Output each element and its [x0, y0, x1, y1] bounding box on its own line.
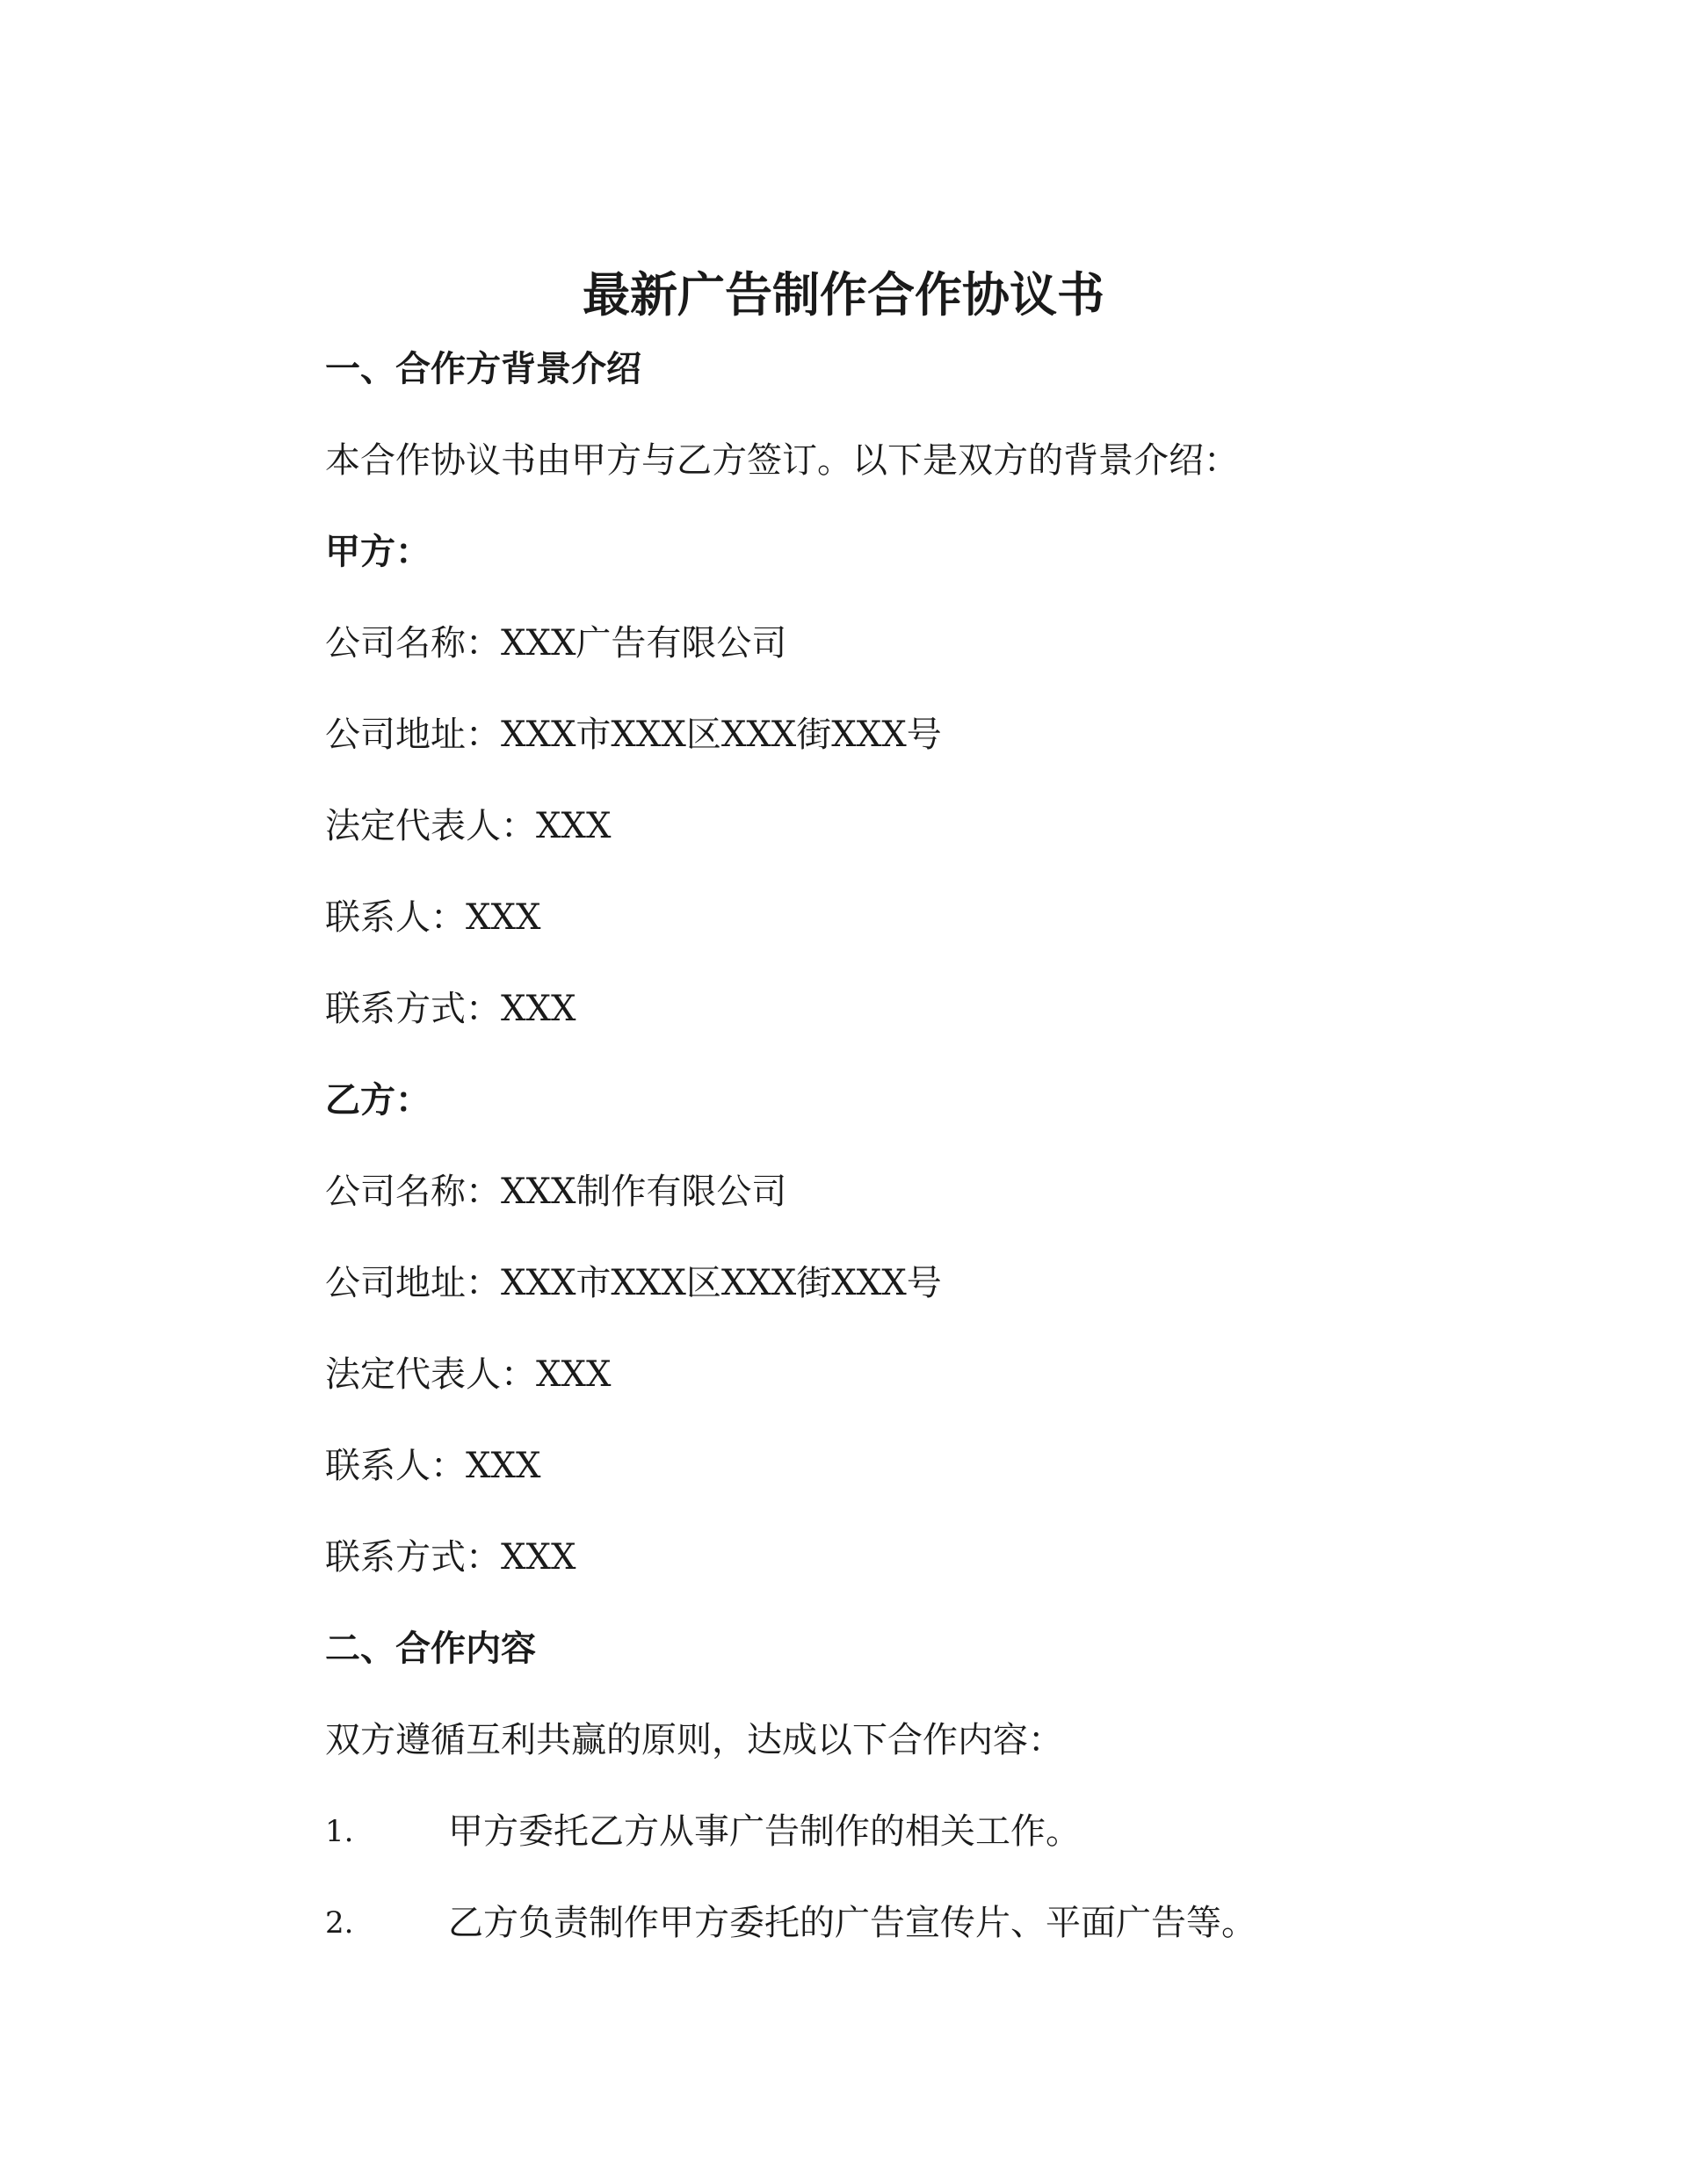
party-a-label: 甲方：	[325, 531, 431, 572]
party-b-contact-method: 联系方式：XXX	[325, 1537, 576, 1578]
party-b-label: 乙方：	[325, 1079, 431, 1121]
section1-heading: 一、合作方背景介绍	[325, 348, 641, 389]
party-b-contact-person: 联系人：XXX	[325, 1446, 541, 1486]
section1-intro: 本合作协议书由甲方与乙方签订。以下是双方的背景介绍：	[325, 440, 1239, 481]
document-title: 最新广告制作合作协议书	[583, 266, 1104, 323]
list-item-text: 甲方委托乙方从事广告制作的相关工作。	[448, 1811, 1081, 1852]
section2-heading: 二、合作内容	[325, 1628, 536, 1669]
party-b-company-address: 公司地址：XXX市XXX区XXX街XXX号	[325, 1263, 942, 1303]
party-b-legal-rep: 法定代表人：XXX	[325, 1354, 612, 1395]
section2-intro: 双方遵循互利共赢的原则，达成以下合作内容：	[325, 1720, 1063, 1760]
party-a-contact-person: 联系人：XXX	[325, 897, 541, 938]
party-b-company-name: 公司名称：XXX制作有限公司	[325, 1172, 787, 1212]
list-item-number: 2.	[325, 1905, 354, 1941]
list-item-number: 1.	[325, 1814, 354, 1849]
party-a-legal-rep: 法定代表人：XXX	[325, 806, 612, 846]
party-a-company-name: 公司名称：XXX广告有限公司	[325, 623, 787, 664]
list-item-text: 乙方负责制作甲方委托的广告宣传片、平面广告等。	[448, 1903, 1256, 1943]
party-a-company-address: 公司地址：XXX市XXX区XXX街XXX号	[325, 715, 942, 755]
party-a-contact-method: 联系方式：XXX	[325, 989, 576, 1029]
